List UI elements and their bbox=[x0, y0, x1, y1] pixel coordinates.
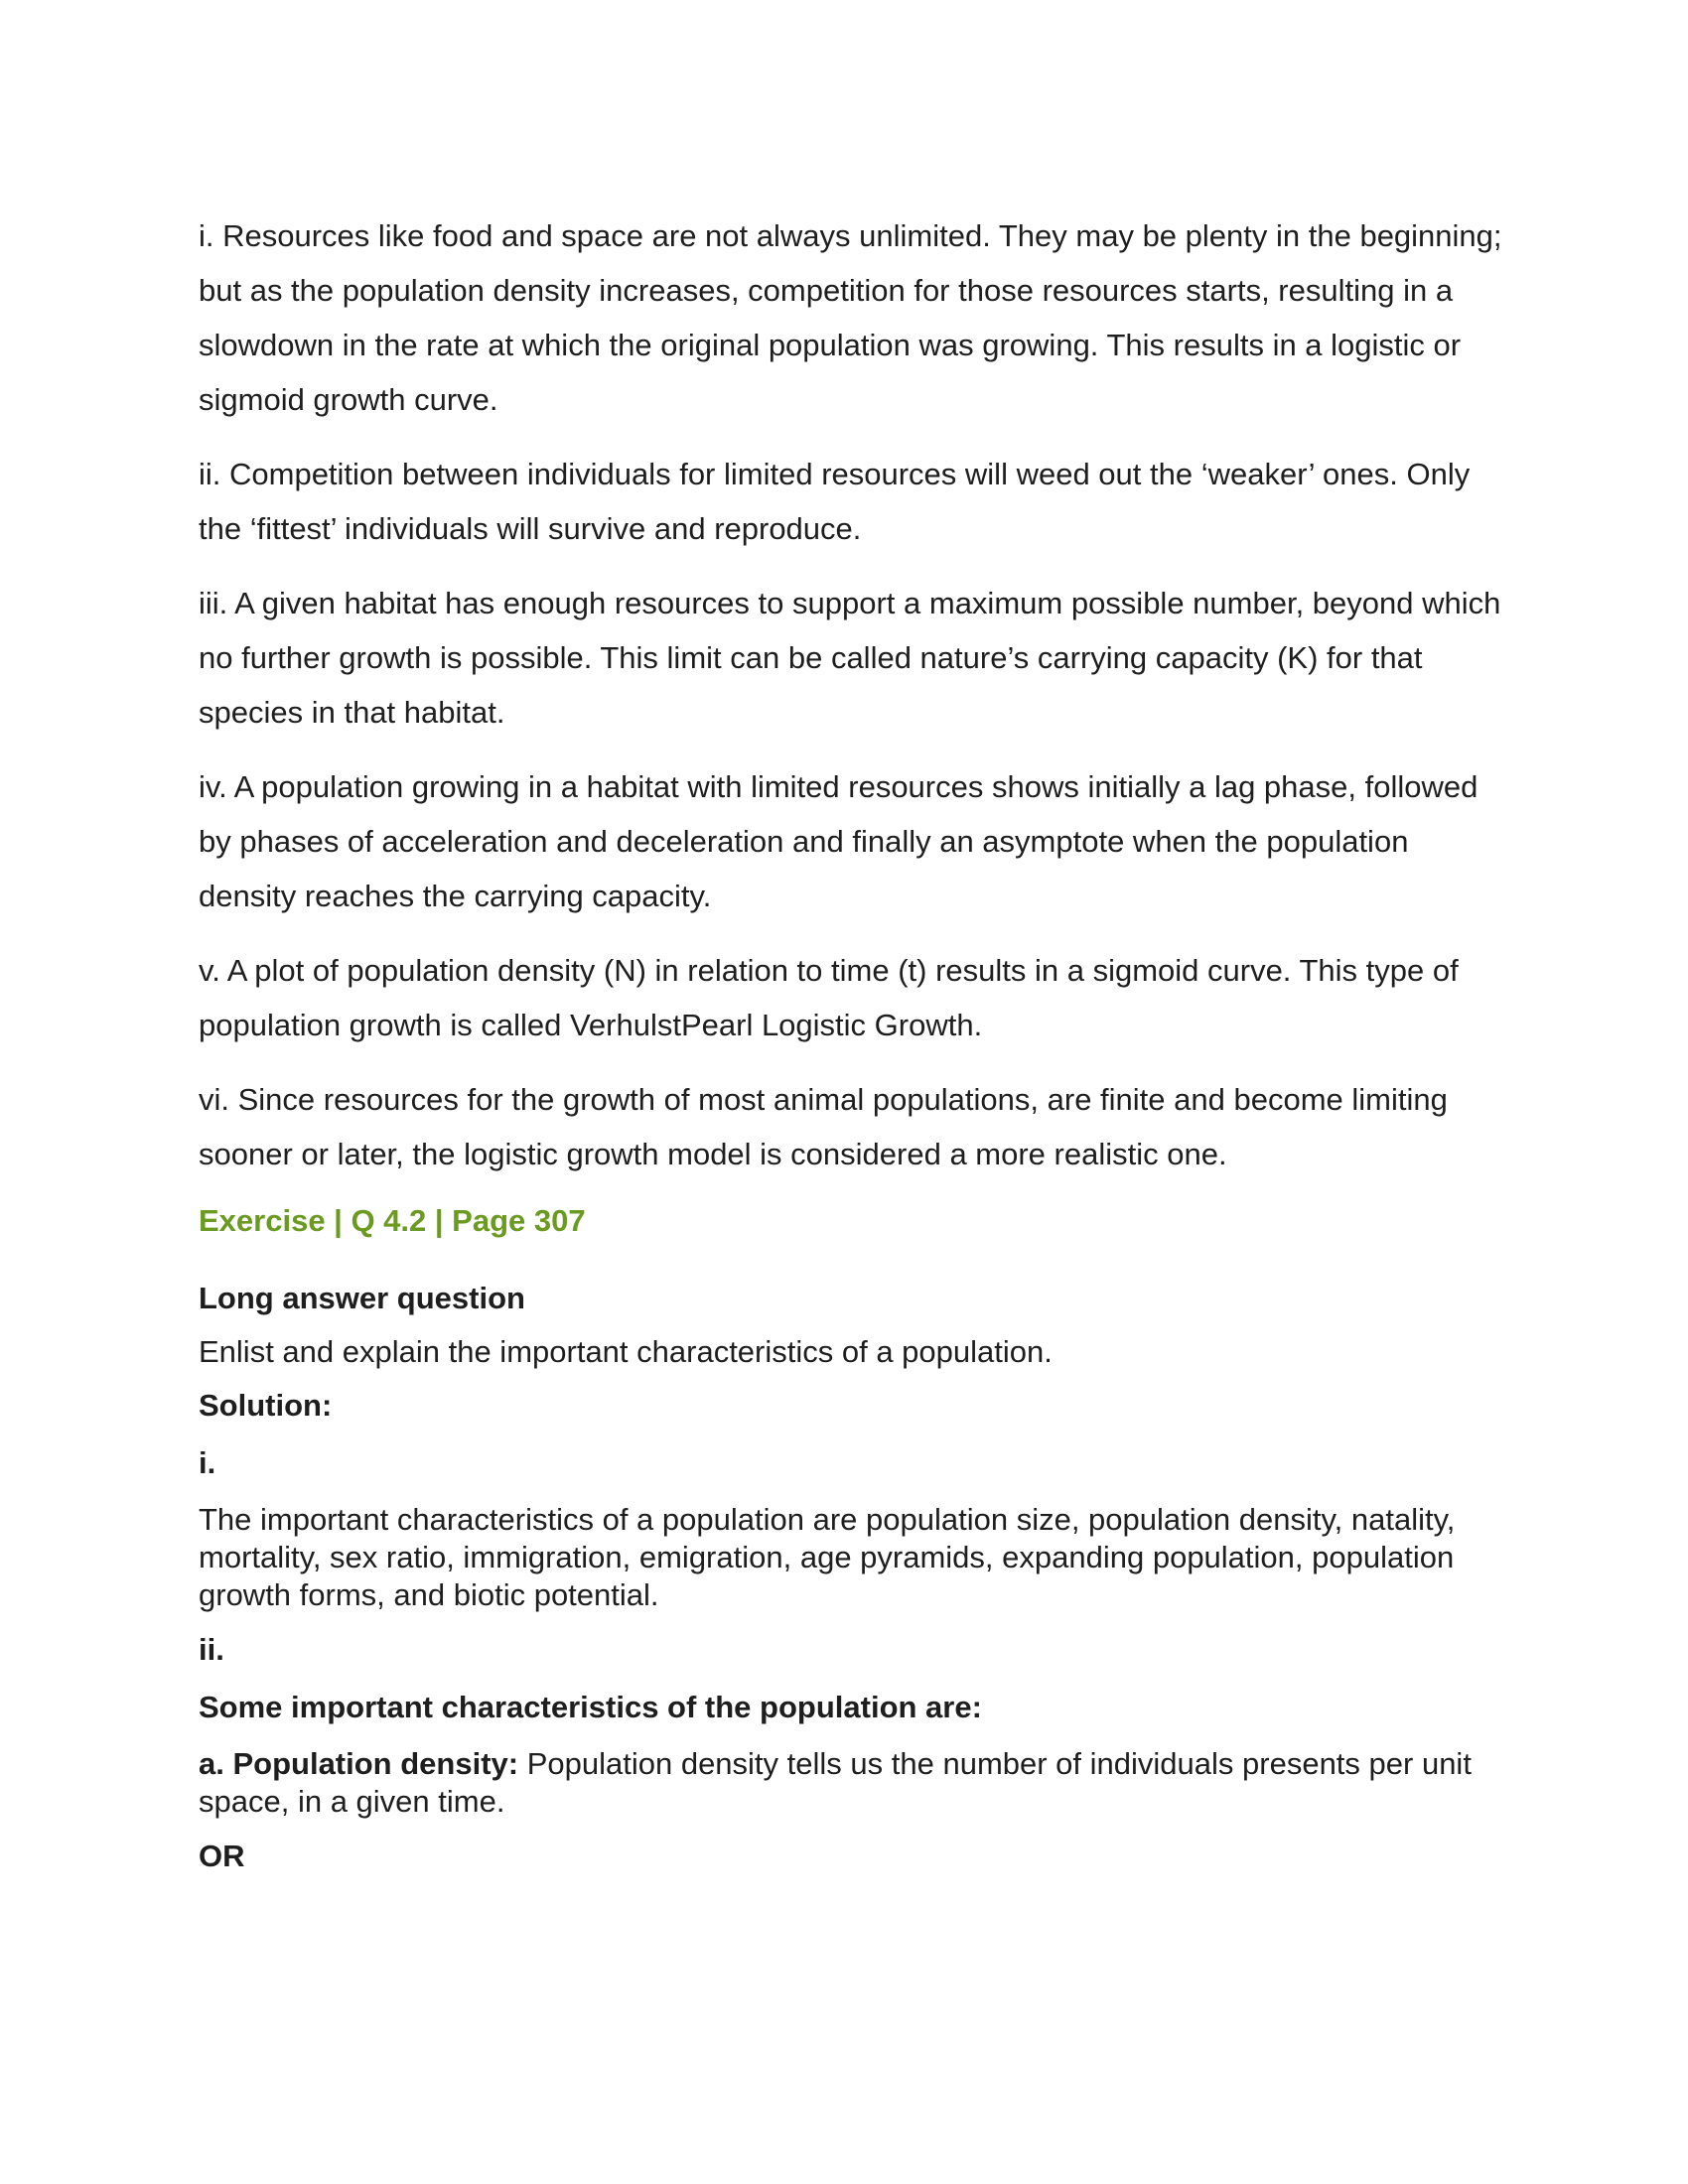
solution-part-i-text: The important characteristics of a population are population size, population density, natality, mortality, sex ratio, immigration, emigration, age pyramids, expanding population, population growth forms, and biotic potential. bbox=[199, 1502, 1456, 1612]
item-population-density bbox=[199, 1745, 1509, 1821]
question-type: Long answer question bbox=[199, 1281, 525, 1315]
point-v: v. A plot of population density (N) in relation to time (t) results in a sigmoid curve. This type of population growth is called VerhulstPearl Logistic Growth. bbox=[199, 953, 1459, 1042]
solution-part-ii-heading: Some important characteristics of the population are: bbox=[199, 1690, 982, 1724]
item-a-term: a. Population density: bbox=[199, 1746, 519, 1781]
solution-label: Solution: bbox=[199, 1388, 333, 1423]
point-ii: ii. Competition between individuals for limited resources will weed out the ‘weaker’ ones. Only the ‘fittest’ individuals will survive and reproduce. bbox=[199, 457, 1471, 546]
point-iv: iv. A population growing in a habitat with limited resources shows initially a lag phase, followed by phases of acceleration and deceleration and finally an asymptote when the population density reaches the carrying capacity. bbox=[199, 769, 1478, 913]
point-i: i. Resources like food and space are not always unlimited. They may be plenty in the beginning; but as the population density increases, competition for those resources starts, resulting in a slowdown in the rate at which the original population was growing. This results in a logistic or sigmoid growth curve. bbox=[199, 218, 1502, 417]
or-label: OR bbox=[199, 1839, 245, 1873]
solution-part-i-marker: i. bbox=[199, 1445, 216, 1480]
question-text: Enlist and explain the important characteristics of a population. bbox=[199, 1334, 1053, 1369]
document-page bbox=[199, 208, 1509, 1894]
solution-part-ii-marker: ii. bbox=[199, 1632, 224, 1667]
item-a-text: Population density tells us the number of individuals presents per unit space, in a given time. bbox=[199, 1746, 1472, 1819]
point-vi: vi. Since resources for the growth of most animal populations, are finite and become limiting sooner or later, the logistic growth model is considered a more realistic one. bbox=[199, 1082, 1448, 1171]
point-iii: iii. A given habitat has enough resources to support a maximum possible number, beyond which no further growth is possible. This limit can be called nature’s carrying capacity (K) for that species in that habitat. bbox=[199, 586, 1501, 730]
exercise-title: Exercise | Q 4.2 | Page 307 bbox=[199, 1203, 586, 1238]
